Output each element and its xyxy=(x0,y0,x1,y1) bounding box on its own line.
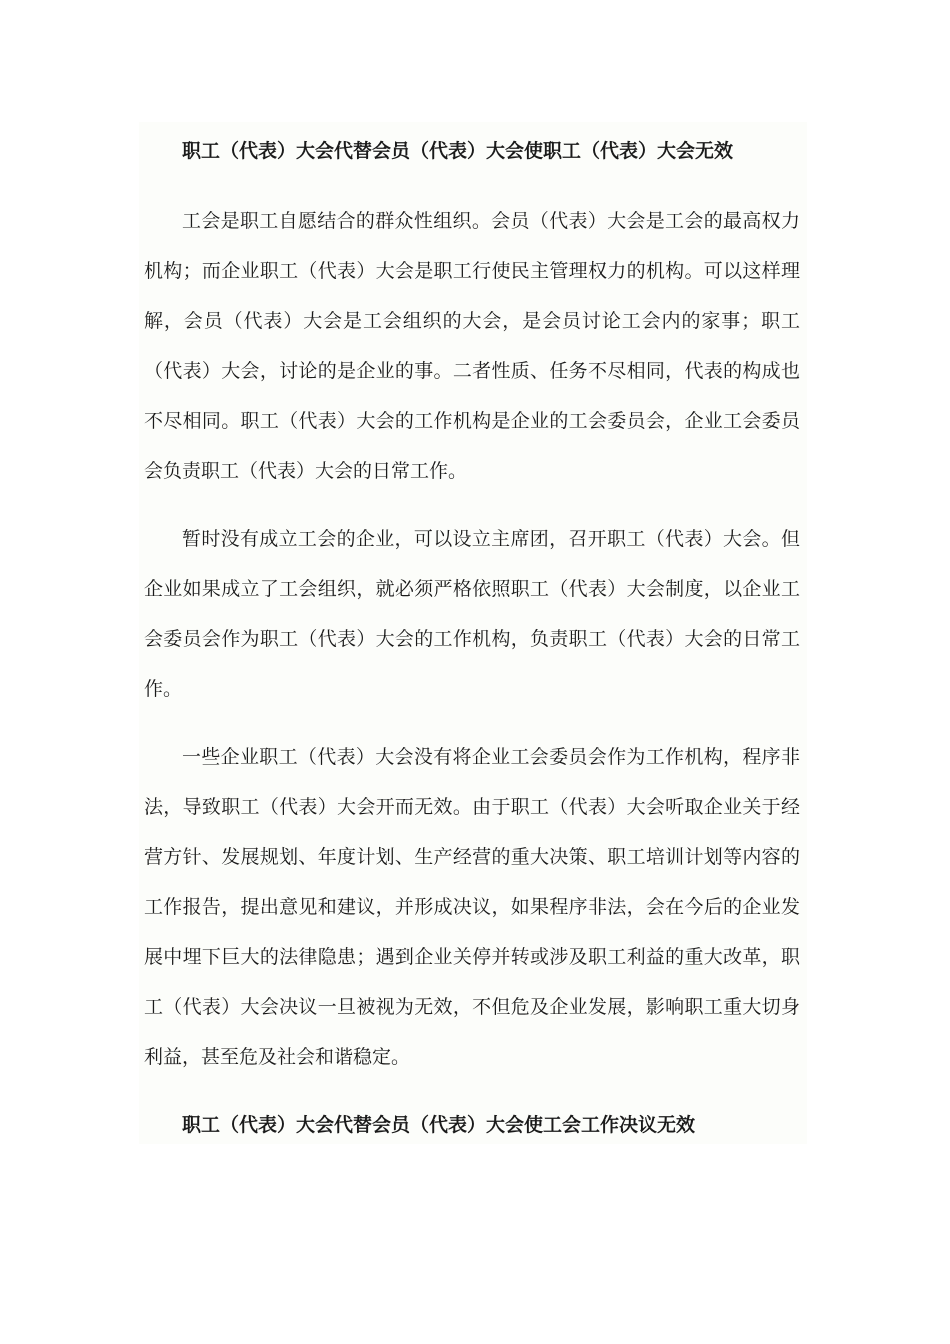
section-heading-2: 职工（代表）大会代替会员（代表）大会使工会工作决议无效 xyxy=(182,1114,696,1136)
paragraph-1: 工会是职工自愿结合的群众性组织。会员（代表）大会是工会的最高权力机构；而企业职工（代表）大会是职工行使民主管理权力的机构。可以这样理解，会员（代表）大会是工会组织的大会，是会员讨论工会内的家事；职工（代表）大会，讨论的是企业的事。二者性质、任务不尽相同，代表的构成也不尽相同。职工（代表）大会的工作机构是企业的工会委员会，企业工会委员会负责职工（代表）大会的日常工作。 xyxy=(144,210,800,482)
paragraph-3: 一些企业职工（代表）大会没有将企业工会委员会作为工作机构，程序非法，导致职工（代表）大会开而无效。由于职工（代表）大会听取企业关于经营方针、发展规划、年度计划、生产经营的重大决策、职工培训计划等内容的工作报告，提出意见和建议，并形成决议，如果程序非法，会在今后的企业发展中埋下巨大的法律隐患；遇到企业关停并转或涉及职工利益的重大改革，职工（代表）大会决议一旦被视为无效，不但危及企业发展，影响职工重大切身利益，甚至危及社会和谐稳定。 xyxy=(144,746,800,1068)
section-heading-1: 职工（代表）大会代替会员（代表）大会使职工（代表）大会无效 xyxy=(182,140,734,162)
article-body xyxy=(144,122,800,1150)
paragraph-2: 暂时没有成立工会的企业，可以设立主席团，召开职工（代表）大会。但企业如果成立了工会组织，就必须严格依照职工（代表）大会制度，以企业工会委员会作为职工（代表）大会的工作机构，负责职工（代表）大会的日常工作。 xyxy=(144,528,800,700)
